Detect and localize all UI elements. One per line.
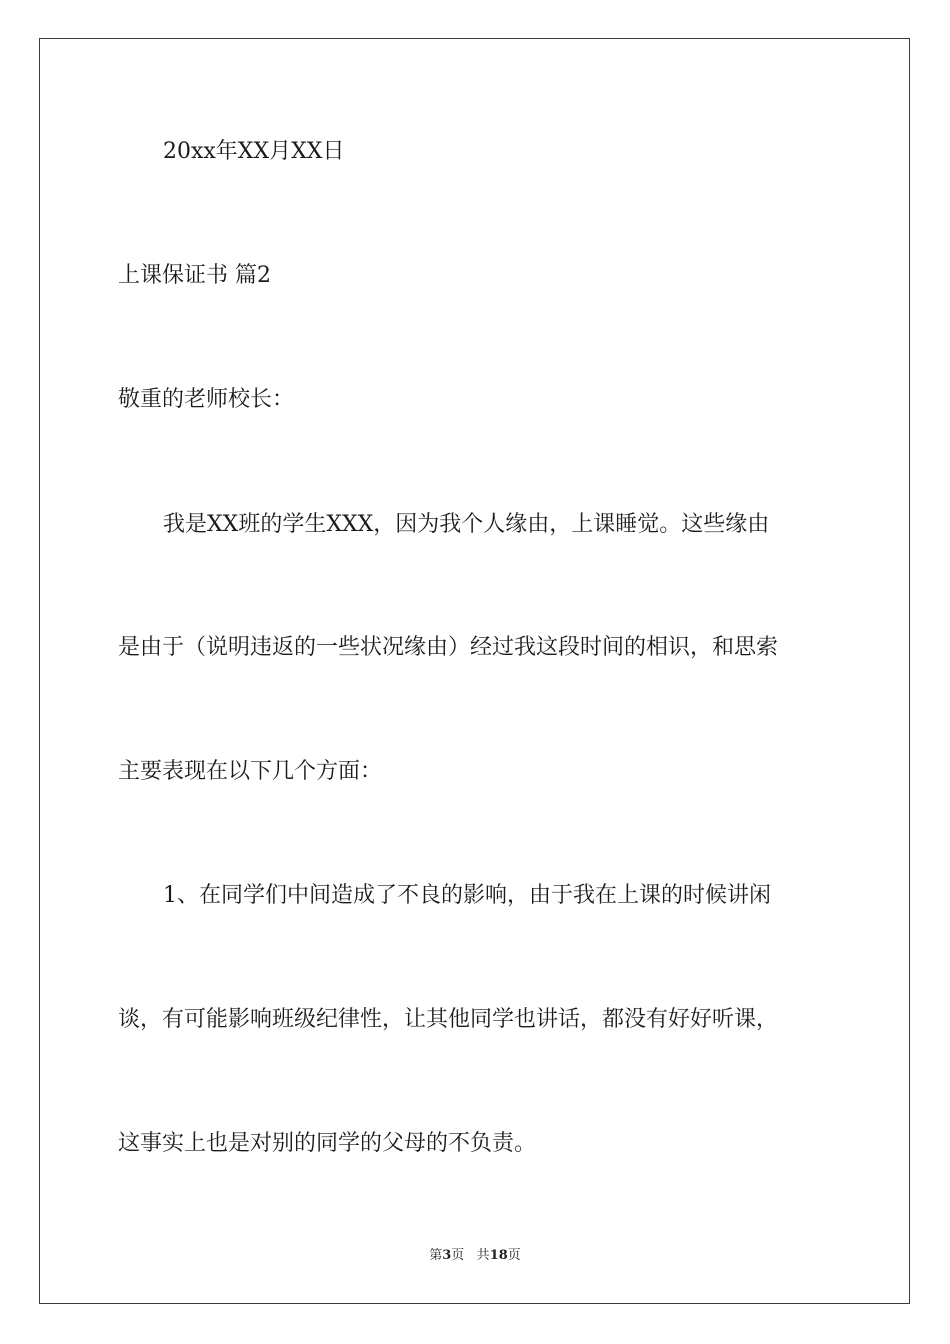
page-prefix: 第 [429, 1248, 443, 1263]
section-title: 上课保证书 篇2 [118, 263, 271, 288]
total-pages: 18 [489, 1248, 508, 1263]
paragraph-line: 谈，有可能影响班级纪律性，让其他同学也讲话，都没有好好听课， [118, 1007, 779, 1032]
paragraph-line: 主要表现在以下几个方面： [118, 759, 383, 784]
salutation: 敬重的老师校长： [118, 387, 295, 412]
paragraph-line: 1、在同学们中间造成了不良的影响，由于我在上课的时候讲闲 [163, 883, 771, 908]
paragraph-line: 我是XX班的学生XXX，因为我个人缘由，上课睡觉。这些缘由 [163, 512, 770, 537]
page-number: 3 [442, 1248, 452, 1263]
paragraph-line: 这事实上也是对别的同学的父母的不负责。 [118, 1131, 537, 1156]
total-suffix: 页 [507, 1248, 521, 1263]
page-footer [0, 1247, 950, 1265]
page-suffix: 页 [451, 1248, 465, 1263]
page-border [39, 38, 910, 1304]
date-line: 20xx年XX月XX日 [163, 139, 345, 164]
total-prefix: 共 [476, 1248, 490, 1263]
paragraph-line: 是由于（说明违返的一些状况缘由）经过我这段时间的相识，和思索 [118, 635, 779, 660]
